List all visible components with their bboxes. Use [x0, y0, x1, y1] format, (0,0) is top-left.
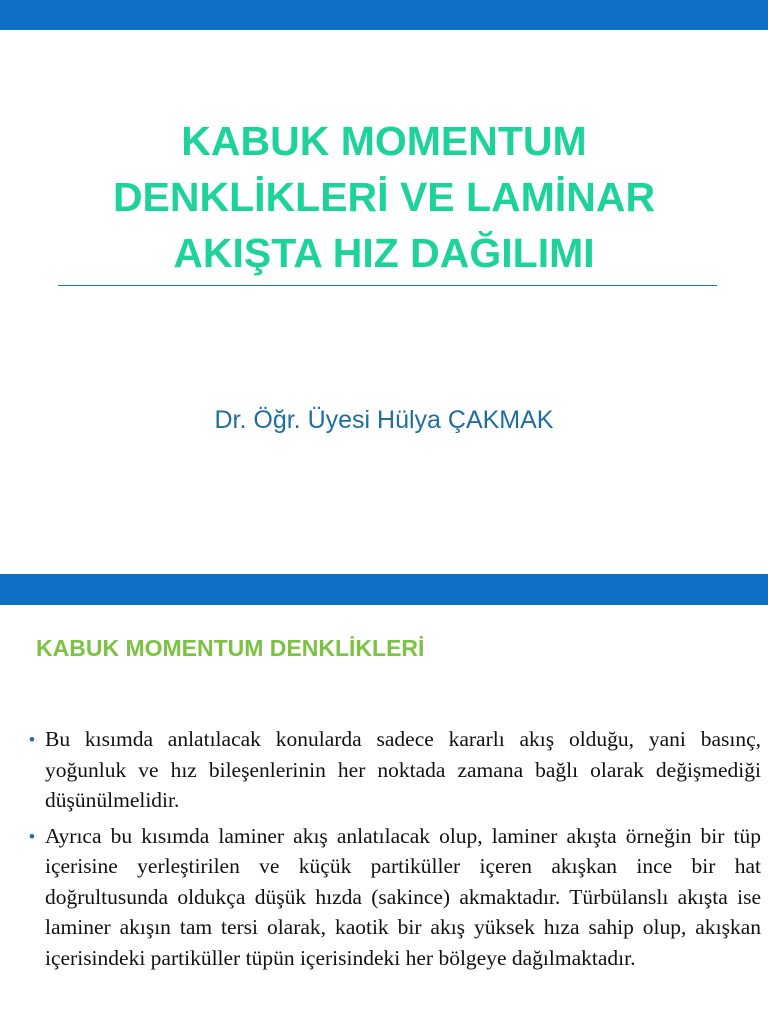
- author-subtitle: Dr. Öğr. Üyesi Hülya ÇAKMAK: [214, 406, 554, 434]
- slide-title: [30, 113, 738, 281]
- title-divider: [58, 285, 717, 286]
- header-band: [0, 574, 768, 605]
- bullet-marker: •: [29, 826, 35, 846]
- content-slide: [0, 574, 768, 1024]
- bullet-marker: •: [29, 730, 35, 749]
- bullet-item: [0, 724, 768, 816]
- header-band: [0, 0, 768, 30]
- bullet-text: Bu kısımda anlatılacak konularda sadece kararlı akış olduğu, yani basınç, yoğunluk ve hız bileşenlerinin her noktada zamana bağlı olarak değişmediği düşünülmelidir.: [45, 727, 761, 812]
- title-line-3: AKIŞTA HIZ DAĞILIMI: [173, 230, 595, 276]
- bullet-list: [0, 724, 768, 978]
- section-heading: KABUK MOMENTUM DENKLİKLERİ: [36, 635, 425, 661]
- bullet-text: Ayrıca bu kısımda laminer akış anlatılacak olup, laminer akışta örneğin bir tüp içerisine yerleştirilen ve küçük partiküller içeren akışkan ince bir hat doğrultusunda oldukça düşük hızda (sakince) akmaktadır. Türbülanslı akışta ise laminer akışın tam tersi olarak, kaotik bir akış yüksek hıza sahip olup, akışkan içerisindeki partiküller tüpün içerisindeki her bölgeye dağılmaktadır.: [45, 823, 761, 970]
- bullet-item: [0, 821, 768, 974]
- title-line-2: DENKLİKLERİ VE LAMİNAR: [112, 174, 656, 220]
- title-line-1: KABUK MOMENTUM: [181, 118, 587, 164]
